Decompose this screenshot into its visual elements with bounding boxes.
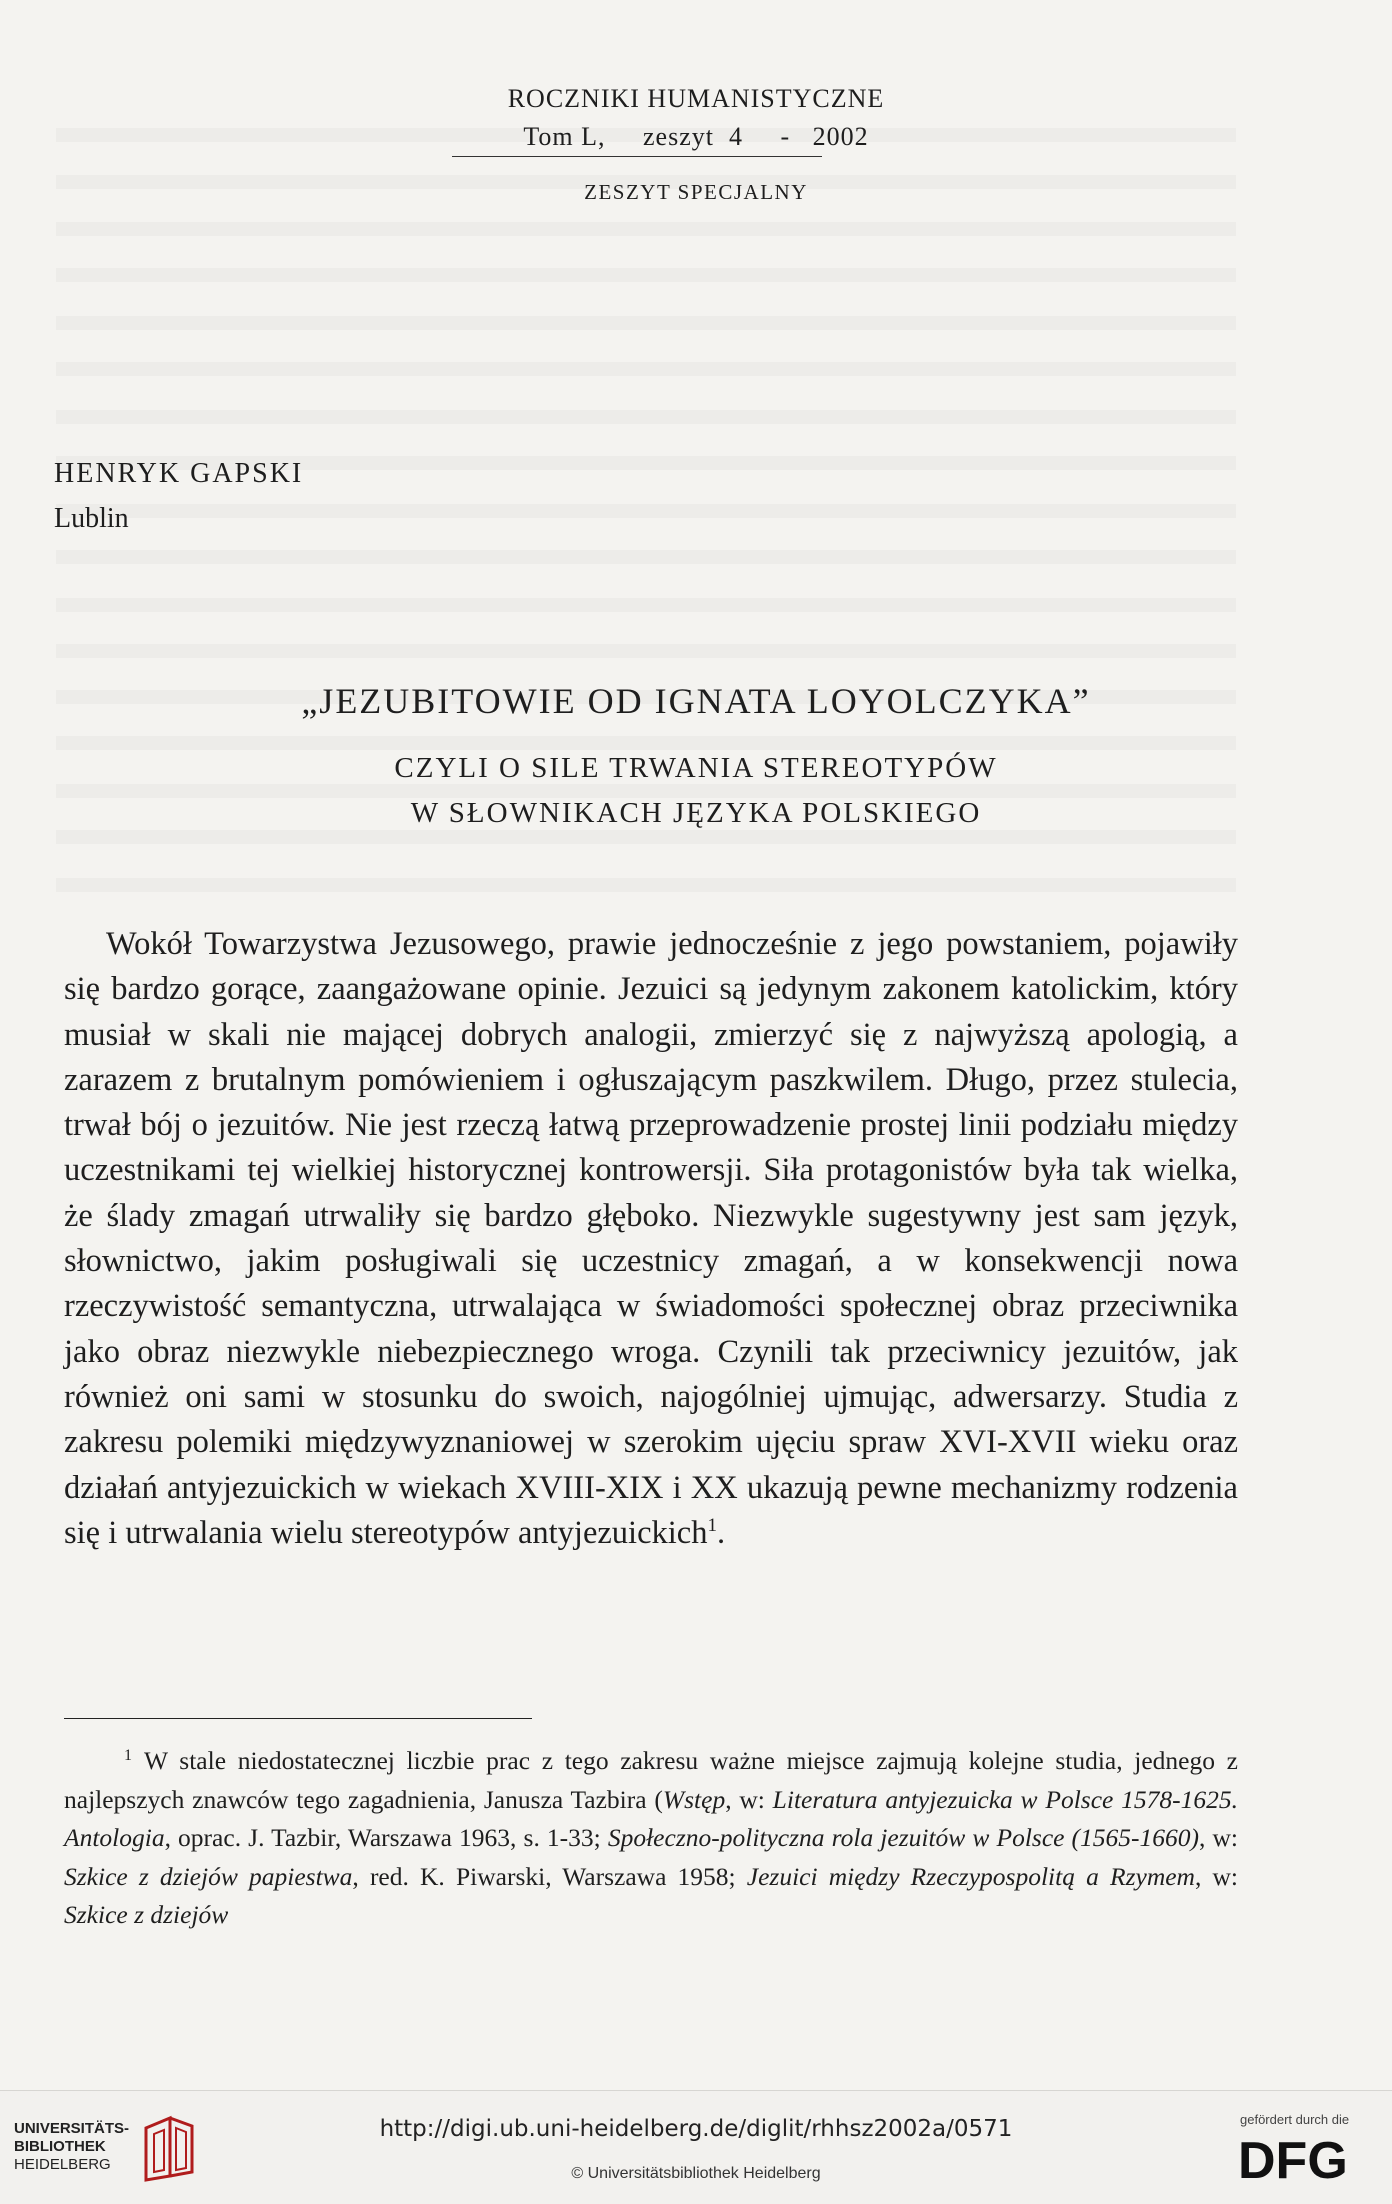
volume-line: Tom L, zeszyt 4 - 2002 [523,122,869,151]
article-subtitle-1: CZYLI O SILE TRWANIA STEREOTYPÓW [394,752,998,784]
permalink-url[interactable]: http://digi.ub.uni-heidelberg.de/diglit/rhhsz2002a/0571 [379,2116,1013,2142]
library-logo-text: UNIVERSITÄTS- BIBLIOTHEK HEIDELBERG [14,2120,130,2173]
dfg-funding-note: gefördert durch die [1240,2112,1350,2127]
special-issue-label: ZESZYT SPECJALNY [584,180,808,204]
body-period: . [716,1514,726,1551]
header-rule [452,156,822,157]
dfg-logo-text: DFG [1238,2132,1348,2188]
body-text: Wokół Towarzystwa Jezusowego, prawie jednocześnie z jego powstaniem, pojawiły się bardzo gorące, zaangażowane opinie. Jezuici są jedynym zakonem katolickim, który musiał w skali nie mającej dobrych analogii, zmierzyć się z najwyższą apologią, a zarazem z brutalnym pomówieniem i ogłuszającym paszkwilem. Długo, przez stulecia, trwał bój o jezuitów. Nie jest rzeczą łatwą przeprowadzenie prostej linii podziału między uczestnikami tej wielkiej historycznej kontrowersji. Siła protagonistów była tak wielka, że ślady zmagań utrwaliły się bardzo głęboko. Niezwykle sugestywny jest sam język, słownictwo, jakim posługiwali się uczestnicy zmagań, a w konsekwencji nowa rzeczywistość semantyczna, utrwalająca w świadomości społecznej obraz przeciwnika jako obraz niezwykle niebezpiecznego wroga. Czynili tak przeciwnicy jezuitów, jak również oni sami w stosunku do swoich, najogólniej ujmując, adwersarzy. Studia z zakresu polemiki międzywyznaniowej w szerokim ujęciu spraw XVI-XVII wieku oraz działań antyjezuickich w wiekach XVIII-XIX i XX ukazują pewne mechanizmy rodzenia się i utrwalania wielu stereotypów antyjezuickich [64,926,1238,1551]
author-name: HENRYK GAPSKI [54,458,304,489]
footnote-separator [64,1718,532,1719]
author-place: Lublin [54,503,129,534]
article-subtitle-2: W SŁOWNIKACH JĘZYKA POLSKIEGO [410,797,982,829]
dfg-logo [1236,2128,1376,2188]
viewer-footer [0,2090,1392,2204]
copyright-notice: © Universitätsbibliothek Heidelberg [571,2165,821,2182]
footnote: $^1$ W stale niedostatecznej liczbie prac z tego zakresu ważne miejsce zajmują kolejne studia, jednego z najlepszych znawców tego zagadnienia, Janusza Tazbira (Wstęp, w: Literatura antyjezuicka w Polsce 1578-1625. Antologia, oprac. J. Tazbir, Warszawa 1963, s. 1-33; Społeczno-polityczna rola jezuitów w Polsce (1565-1660), w: Szkice z dziejów papiestwa, red. K. Piwarski, Warszawa 1958; Jezuici między Rzeczypospolitą a Rzymem, w: Szkice z dziejów [64,1746,1239,1929]
footnote-number: 1 [124,1747,132,1764]
article-title: „JEZUBITOWIE OD IGNATA LOYOLCZYKA” [301,681,1091,721]
body-paragraph [64,922,1238,1556]
journal-name: ROCZNIKI HUMANISTYCZNE [507,84,885,113]
footnote-reference: 1 [707,1515,717,1537]
